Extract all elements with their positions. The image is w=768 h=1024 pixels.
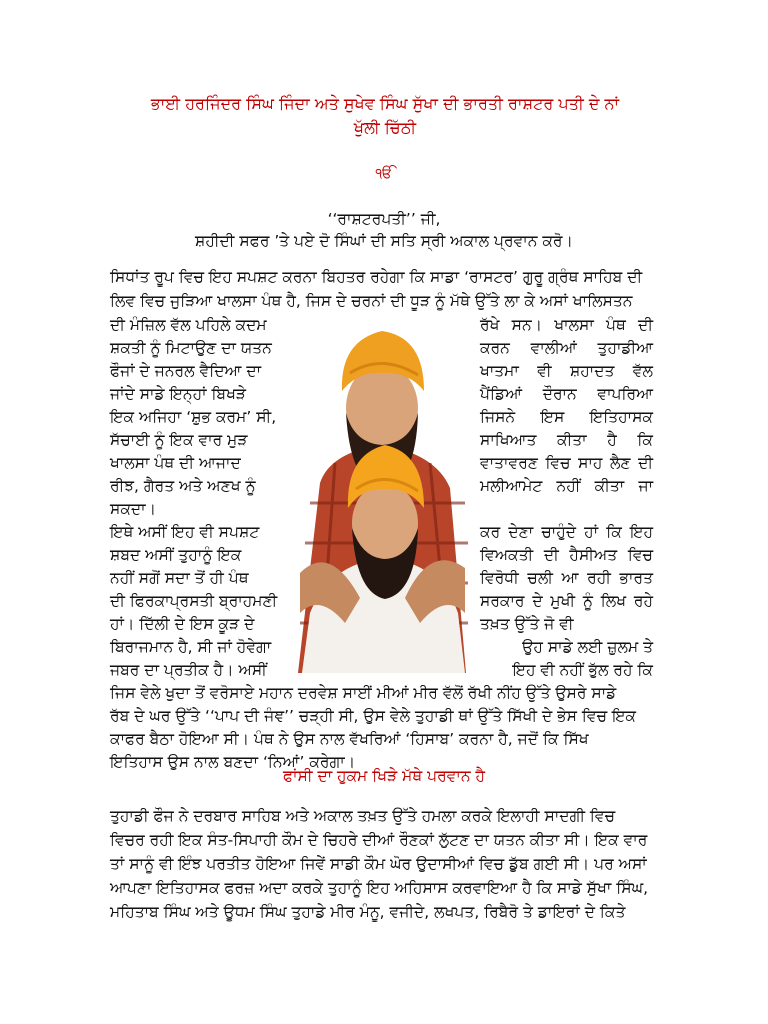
body-line-left: ਸ਼ਬਦ ਅਸੀਂ ਤੁਹਾਨੂੰ ਇਕ xyxy=(110,546,242,564)
body-line-right: ਮਲੀਆਮੇਟ ਨਹੀਂ ਕੀਤਾ ਜਾ xyxy=(480,477,653,495)
body-line-left: ਹਾਂ। ਦਿੱਲੀ ਦੇ ਇਸ ਕੂੜ ਦੇ xyxy=(110,615,255,633)
body-line-left: ਖਾਲਸਾ ਪੰਥ ਦੀ ਆਜਾਦ xyxy=(110,454,241,472)
body-line-left: ਜਾਂਦੇ ਸਾਡੇ ਇਨ੍ਹਾਂ ਬਿਖੜੇ xyxy=(110,385,247,403)
body-line-right: ਰੱਖੇ ਸਨ। ਖਾਲਸਾ ਪੰਥ ਦੀ xyxy=(480,316,653,334)
body-line: ਇਤਿਹਾਸ ਉਸ ਨਾਲ ਬਣਦਾ ‘ਨਿਆਂ’ ਕਰੇਗਾ। xyxy=(110,753,356,771)
body-line-left: ਜਬਰ ਦਾ ਪ੍ਰਤੀਕ ਹੈ। ਅਸੀਂ xyxy=(110,661,267,679)
ik-onkar-symbol: ੴ xyxy=(375,166,393,182)
body-line-left: ਨਹੀਂ ਸਗੋਂ ਸਦਾ ਤੋਂ ਹੀ ਪੰਥ xyxy=(110,569,249,587)
body-line-right: ਵਿਰੋਧੀ ਚਲੀ ਆ ਰਹੀ ਭਾਰਤ xyxy=(480,569,653,587)
body-line: ਸਿਧਾਂਤ ਰੂਪ ਵਿਚ ਇਹ ਸਪਸ਼ਟ ਕਰਨਾ ਬਿਹਤਰ ਰਹੇਗਾ ਕਿ ਸਾਡਾ ‘ਰਾਸਟਰ’ ਗੁਰੂ ਗ੍ਰੰਥ ਸਾਹਿਬ ਦੀ xyxy=(110,268,643,286)
body-line: ਤਾਂ ਸਾਨੂੰ ਵੀ ਇੰਝ ਪਰਤੀਤ ਹੋਇਆ ਜਿਵੇਂ ਸਾਡੀ ਕੌਮ ਘੋਰ ਉਦਾਸੀਆਂ ਵਿਚ ਡੁੱਬ ਗਈ ਸੀ। ਪਰ ਅਸਾਂ xyxy=(110,855,647,873)
body-line-left: ਦੀ ਫਿਰਕਾਪ੍ਰਸਤੀ ਬ੍ਰਾਹਮਣੀ xyxy=(110,592,278,610)
title-line-2: ਖੁੱਲੀ ਚਿੱਠੀ xyxy=(353,118,417,137)
body-line-left: ਫੌਜਾਂ ਦੇ ਜਨਰਲ ਵੈਦਿਆ ਦਾ xyxy=(110,362,262,380)
body-line: ਆਪਣਾ ਇਤਿਹਾਸਕ ਫਰਜ਼ ਅਦਾ ਕਰਕੇ ਤੁਹਾਨੂੰ ਇਹ ਅਹਿਸਾਸ ਕਰਵਾਇਆ ਹੈ ਕਿ ਸਾਡੇ ਸੁੱਖਾ ਸਿੰਘ, xyxy=(110,879,649,897)
body-line: ਲਿਵ ਵਿਚ ਜੁੜਿਆ ਖਾਲਸਾ ਪੰਥ ਹੈ, ਜਿਸ ਦੇ ਚਰਨਾਂ ਦੀ ਧੂੜ ਨੂੰ ਮੱਥੇ ਉੱਤੇ ਲਾ ਕੇ ਅਸਾਂ ਖਾਲਿਸਤਨ xyxy=(110,292,633,310)
body-line-left: ਦੀ ਮੰਜ਼ਿਲ ਵੱਲ ਪਹਿਲੇ ਕਦਮ xyxy=(110,316,267,334)
body-line-left: ਸਕਦਾ। xyxy=(110,500,157,518)
salutation-greeting: ਸ਼ਹੀਦੀ ਸਫਰ ’ਤੇ ਪਏ ਦੋ ਸਿੰਘਾਂ ਦੀ ਸਤਿ ਸ੍ਰੀ ਅਕਾਲ ਪ੍ਰਵਾਨ ਕਰੋ। xyxy=(195,232,573,250)
body-line: ਰੱਬ ਦੇ ਘਰ ਉੱਤੇ ‘‘ਪਾਪ ਦੀ ਜੰਞ’’ ਚੜ੍ਹੀ ਸੀ, ਉਸ ਵੇਲੇ ਤੁਹਾਡੀ ਥਾਂ ਉੱਤੇ ਸਿੱਖੀ ਦੇ ਭੇਸ ਵਿਚ ਇਕ xyxy=(110,707,636,725)
body-line-right: ਸਰਕਾਰ ਦੇ ਮੁਖੀ ਨੂੰ ਲਿਖ ਰਹੇ xyxy=(480,592,653,610)
body-line-right: ਕਰਨ ਵਾਲੀਆਂ ਤੁਹਾਡੀਆ xyxy=(480,339,653,357)
body-line-right: ਵਾਤਾਵਰਣ ਵਿਚ ਸਾਹ ਲੈਣ ਦੀ xyxy=(480,454,653,472)
salutation-addressee: ‘‘ਰਾਸ਼ਟਰਪਤੀ’’ ਜੀ, xyxy=(327,210,441,228)
body-line-left: ਇਕ ਅਜਿਹਾ ‘ਸ਼ੁਭ ਕਰਮ’ ਸੀ, xyxy=(110,408,277,426)
body-line-right: ਪੈਂਡਿਆਂ ਦੌਰਾਨ ਵਾਪਰਿਆ xyxy=(480,385,653,403)
body-line-left: ਬਿਰਾਜਮਾਨ ਹੈ, ਸੀ ਜਾਂ ਹੋਵੇਗਾ xyxy=(110,638,272,656)
salutation xyxy=(0,208,768,252)
body-line-left: ਰੀਝ, ਗੈਰਤ ਅਤੇ ਅਣਖ ਨੂੰ xyxy=(110,477,256,495)
body-line-left: ਇਥੇ ਅਸੀਂ ਇਹ ਵੀ ਸਪਸ਼ਟ xyxy=(110,523,260,541)
body-line-right: ਇਹ ਵੀ ਨਹੀਂ ਭੁੱਲ ਰਹੇ ਕਿ xyxy=(512,661,653,679)
body-line-right: ਸਾਖਿਆਤ ਕੀਤਾ ਹੈ ਕਿ xyxy=(480,431,653,449)
body-line-right: ਕਰ ਦੇਣਾ ਚਾਹੁੰਦੇ ਹਾਂ ਕਿ ਇਹ xyxy=(480,523,653,541)
body-line-right: ਜਿਸਨੇ ਇਸ ਇਤਿਹਾਸਕ xyxy=(480,408,653,426)
letter-title xyxy=(90,92,680,140)
body-line: ਤੁਹਾਡੀ ਫੌਜ ਨੇ ਦਰਬਾਰ ਸਾਹਿਬ ਅਤੇ ਅਕਾਲ ਤਖ਼ਤ ਉੱਤੇ ਹਮਲਾ ਕਰਕੇ ਇਲਾਹੀ ਸਾਦਗੀ ਵਿਚ xyxy=(110,807,616,825)
body-line-left: ਸੱਚਾਈ ਨੂੰ ਇਕ ਵਾਰ ਮੁੜ xyxy=(110,431,248,449)
section-heading: ਫਾਂਸੀ ਦਾ ਹੁਕਮ ਖਿੜੇ ਮੱਥੇ ਪਰਵਾਨ ਹੈ xyxy=(283,767,485,785)
body-line-right: ਤਖ਼ਤ ਉੱਤੇ ਜੋ ਵੀ xyxy=(480,615,574,633)
body-line-right: ਉਹ ਸਾਡੇ ਲਈ ਜ਼ੁਲਮ ਤੇ xyxy=(522,638,653,656)
body-line: ਕਾਫਰ ਬੈਠਾ ਹੋਇਆ ਸੀ। ਪੰਥ ਨੇ ਉਸ ਨਾਲ ਵੱਖਰਿਆਂ ‘ਹਿਸਾਬ’ ਕਰਨਾ ਹੈ, ਜਦੋਂ ਕਿ ਸਿੱਖ xyxy=(110,730,589,748)
body-line: ਵਿਚਰ ਰਹੀ ਇਕ ਸੰਤ-ਸਿਪਾਹੀ ਕੌਮ ਦੇ ਚਿਹਰੇ ਦੀਆਂ ਰੌਣਕਾਂ ਲੁੱਟਣ ਦਾ ਯਤਨ ਕੀਤਾ ਸੀ। ਇਕ ਵਾਰ xyxy=(110,831,648,849)
body-line-left: ਸ਼ਕਤੀ ਨੂੰ ਮਿਟਾਉਣ ਦਾ ਯਤਨ xyxy=(110,339,272,357)
title-line-1: ਭਾਈ ਹਰਜਿੰਦਰ ਸਿੰਘ ਜਿੰਦਾ ਅਤੇ ਸੁਖੇਵ ਸਿੰਘ ਸੁੱਖਾ ਦੀ ਭਾਰਤੀ ਰਾਸ਼ਟਰ ਪਤੀ ਦੇ ਨਾਂ xyxy=(150,94,620,113)
portrait-photo xyxy=(290,313,470,673)
body-line-right: ਵਿਅਕਤੀ ਦੀ ਹੈਸੀਅਤ ਵਿਚ xyxy=(480,546,653,564)
body-line: ਮਹਿਤਾਬ ਸਿੰਘ ਅਤੇ ਊਧਮ ਸਿੰਘ ਤੁਹਾਡੇ ਮੀਰ ਮੰਨੂ, ਵਜੀਦੇ, ਲਖਪਤ, ਰਿਬੈਰੋ ਤੇ ਡਾਇਰਾਂ ਦੇ ਕਿਤੇ xyxy=(110,903,626,921)
body-line: ਜਿਸ ਵੇਲੇ ਖੁਦਾ ਤੋਂ ਵਰੋਸਾਏ ਮਹਾਨ ਦਰਵੇਸ਼ ਸਾਈਂ ਮੀਆਂ ਮੀਰ ਵੱਲੋਂ ਰੱਖੀ ਨੀਂਹ ਉੱਤੇ ਉਸਰੇ ਸਾਡੇ xyxy=(110,684,617,702)
body-line-right: ਖਾਤਮਾ ਵੀ ਸ਼ਹਾਦਤ ਵੱਲ xyxy=(480,362,653,380)
